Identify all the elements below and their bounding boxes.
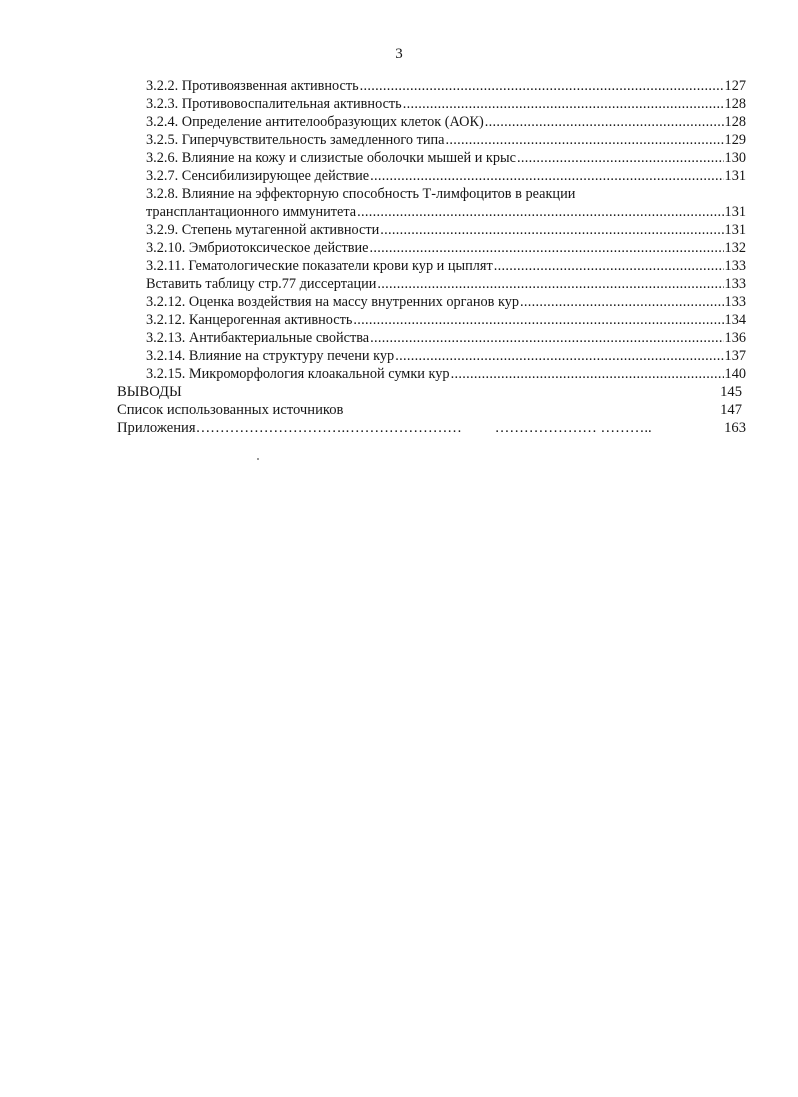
- toc-entry-page: 128: [724, 96, 746, 112]
- dot-leader: [451, 365, 724, 383]
- toc-entry-page: 131: [724, 222, 746, 238]
- toc-entry-page: 128: [724, 114, 746, 130]
- toc-entry-3-2-11: [146, 257, 746, 275]
- dot-leader: [353, 311, 723, 329]
- toc-appendices: [117, 419, 746, 437]
- toc-entry-label: 3.2.12. Оценка воздействия на массу внутренних органов кур: [146, 294, 520, 310]
- toc-entry-3-2-12a: [146, 293, 746, 311]
- toc-entry-page: 130: [724, 150, 746, 166]
- toc-entry-page: 137: [724, 348, 746, 364]
- toc-entry-label: Приложения: [117, 420, 196, 436]
- dot-leader: [370, 167, 723, 185]
- toc-entry-page: 140: [724, 366, 746, 382]
- dot-leader: [485, 113, 724, 131]
- toc-entry-label: 3.2.12. Канцерогенная активность: [146, 312, 353, 328]
- toc-entry-insert-table: [146, 275, 746, 293]
- toc-entry-label: 3.2.9. Степень мутагенной активности: [146, 222, 380, 238]
- toc-entry-label: Вставить таблицу стр.77 диссертации: [146, 276, 377, 292]
- toc-entry-page: 147: [720, 402, 742, 418]
- toc-entry-label: 3.2.14. Влияние на структуру печени кур: [146, 348, 395, 364]
- toc-references: [117, 401, 742, 419]
- dot-leader: [403, 95, 724, 113]
- toc-entry-3-2-4: [146, 113, 746, 131]
- toc-entry-3-2-3: [146, 95, 746, 113]
- page-number: 3: [395, 46, 403, 62]
- toc-entry-3-2-6: [146, 149, 746, 167]
- toc-entry-page: 136: [724, 330, 746, 346]
- toc-entry-label: 3.2.10. Эмбриотоксическое действие: [146, 240, 369, 256]
- toc-entry-label: трансплантационного иммунитета: [146, 204, 357, 220]
- dot-leader: [446, 131, 724, 149]
- toc-entry-label: 3.2.7. Сенсибилизирующее действие: [146, 168, 370, 184]
- toc-entry-3-2-9: [146, 221, 746, 239]
- dot-leader: [370, 239, 724, 257]
- toc-entry-3-2-8: [146, 203, 746, 221]
- toc-entry-page: 133: [724, 294, 746, 310]
- toc-entry-label: 3.2.15. Микроморфология клоакальной сумки кур: [146, 366, 450, 382]
- toc-entry-3-2-14: [146, 347, 746, 365]
- toc-entry-page: 131: [724, 168, 746, 184]
- toc-entry-page: 131: [724, 204, 746, 220]
- dot-leader: [517, 149, 724, 167]
- toc-entry-3-2-10: [146, 239, 746, 257]
- scan-speck: [257, 458, 259, 460]
- dot-leader: [494, 257, 724, 275]
- toc-entry-label: 3.2.11. Гематологические показатели крови кур и цыплят: [146, 258, 493, 274]
- dot-leader: [380, 221, 723, 239]
- toc-entry-3-2-7: [146, 167, 746, 185]
- toc-entry-page: 132: [724, 240, 746, 256]
- toc-entry-3-2-15: [146, 365, 746, 383]
- toc-entry-label: 3.2.5. Гиперчувствительность замедленного типа: [146, 132, 445, 148]
- dot-leader: [360, 77, 724, 95]
- toc-entry-label: Список использованных источников: [117, 402, 344, 418]
- toc-entry-label: 3.2.13. Антибактериальные свойства: [146, 330, 370, 346]
- toc-entry-page: 133: [724, 258, 746, 274]
- toc-entry-label: 3.2.3. Противовоспалительная активность: [146, 96, 402, 112]
- toc-entry-3-2-8-line1: 3.2.8. Влияние на эффекторную способность Т-лимфоцитов в реакции: [146, 186, 576, 202]
- toc-entry-label: 3.2.6. Влияние на кожу и слизистые оболочки мышей и крыс: [146, 150, 516, 166]
- toc-entry-label: 3.2.4. Определение антителообразующих клеток (АОК): [146, 114, 484, 130]
- dot-leader: ………………………….…………………… ………………… ………..: [195, 420, 652, 436]
- toc-entry-3-2-2: [146, 77, 746, 95]
- toc-entry-label: ВЫВОДЫ: [117, 384, 182, 400]
- toc-entry-3-2-12b: [146, 311, 746, 329]
- toc-entry-3-2-13: [146, 329, 746, 347]
- toc-entry-label: 3.2.2. Противоязвенная активность: [146, 78, 359, 94]
- toc-entry-page: 133: [724, 276, 746, 292]
- toc-entry-page: 163: [724, 420, 746, 436]
- toc-entry-page: 129: [724, 132, 746, 148]
- dot-leader: [357, 203, 723, 221]
- dot-leader: [520, 293, 724, 311]
- dot-leader: [395, 347, 723, 365]
- toc-entry-page: 145: [720, 384, 742, 400]
- toc-conclusions: [117, 383, 742, 401]
- dot-leader: [377, 275, 723, 293]
- toc-entry-page: 134: [724, 312, 746, 328]
- toc-entry-3-2-5: [146, 131, 746, 149]
- dot-leader: [370, 329, 723, 347]
- toc-entry-page: 127: [724, 78, 746, 94]
